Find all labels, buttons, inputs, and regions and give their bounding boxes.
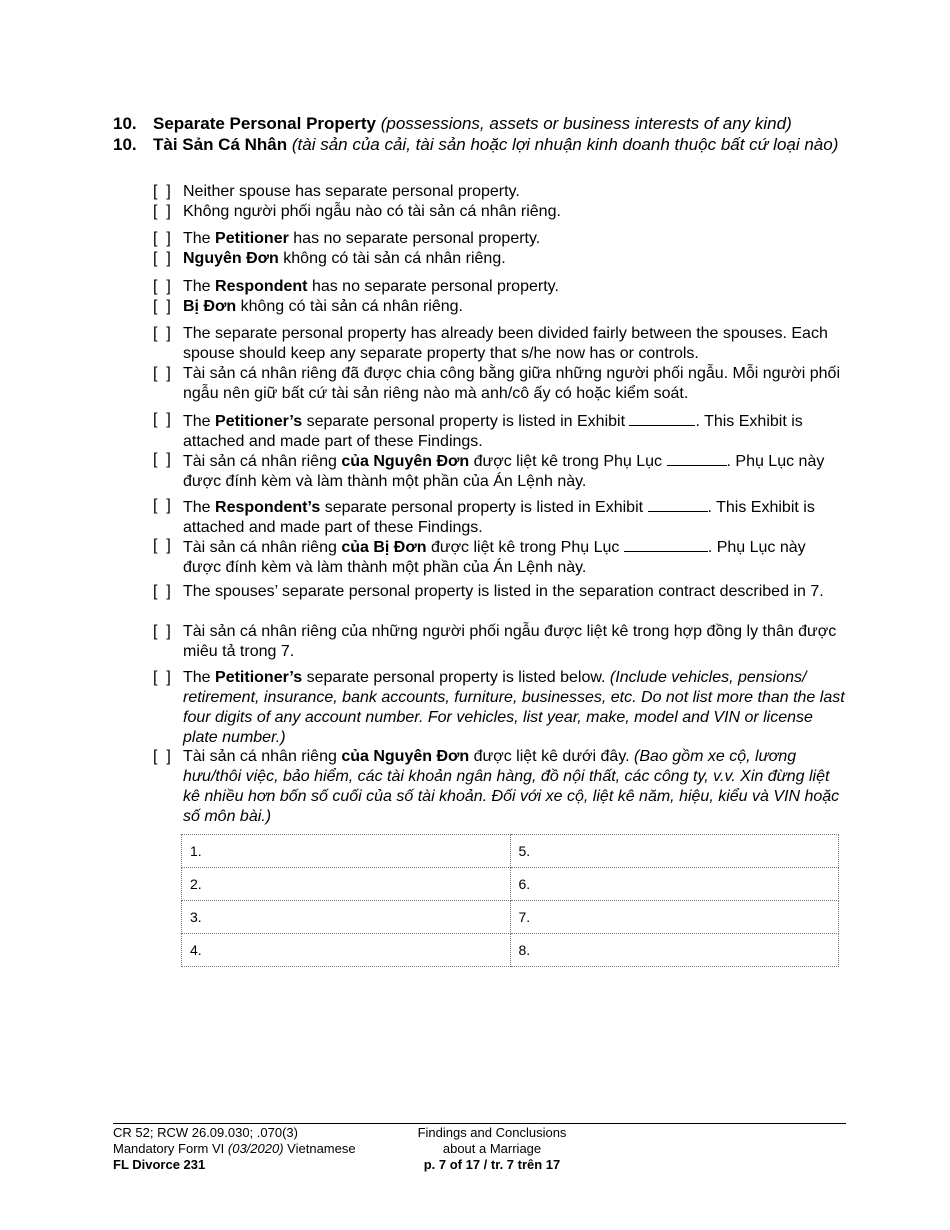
section-title-en: Separate Personal Property	[153, 114, 376, 133]
text-bold: p. 7 of 17 / tr. 7 trên 17	[423, 1157, 561, 1172]
table-cell[interactable]: 1.	[182, 835, 511, 868]
footer-doc-subtitle: about a Marriage	[442, 1141, 542, 1156]
text-bold: Bị Đơn	[183, 298, 237, 315]
text: không có tài sản cá nhân riêng.	[283, 250, 506, 267]
text-bold: Respondent	[215, 278, 308, 295]
checkbox[interactable]: [ ]	[153, 411, 171, 428]
text: được liệt kê dưới đây.	[473, 748, 630, 765]
footer-page-number	[392, 1157, 592, 1173]
text: has no separate personal property.	[311, 278, 559, 295]
option-text: Tài sản cá nhân riêng của những người phối ngẫu được liệt kê trong hợp đồng ly thân được miêu tả trong 7.	[183, 623, 837, 660]
checkbox[interactable]: [ ]	[153, 278, 171, 295]
table-cell[interactable]: 2.	[182, 868, 511, 901]
checkbox[interactable]: [ ]	[153, 537, 171, 554]
section-number-vi: 10.	[113, 135, 137, 154]
text-bold: của Nguyên Đơn	[341, 748, 470, 765]
section-subtitle-en: (possessions, assets or business interests of any kind)	[380, 114, 792, 133]
text: . This Exhibit is attached and made part of these Findings.	[183, 413, 803, 450]
footer-left	[113, 1125, 356, 1173]
text: Mandatory Form VI	[113, 1141, 225, 1156]
text: Tài sản cá nhân riêng	[183, 453, 337, 470]
text: The	[183, 669, 211, 686]
table-cell[interactable]: 5.	[510, 835, 839, 868]
text: The	[183, 413, 211, 430]
text: . Phụ Lục này được đính kèm và làm thành một phần của Án Lệnh này.	[183, 453, 825, 490]
text: separate personal property is listed in Exhibit	[324, 499, 644, 516]
text: separate personal property is listed in Exhibit	[306, 413, 626, 430]
checkbox[interactable]: [ ]	[153, 497, 171, 514]
text-bold: Petitioner’s	[215, 413, 303, 430]
footer-center	[392, 1125, 592, 1173]
text-bold: Petitioner’s	[215, 669, 303, 686]
option-text: Tài sản cá nhân riêng đã được chia công bằng giữa những người phối ngẫu. Mỗi người phối ngẫu nên giữ bất cứ tài sản riêng nào mà anh/cô ấy có hoặc kiểm soát.	[183, 365, 840, 402]
table-cell[interactable]: 7.	[510, 901, 839, 934]
table-row	[182, 934, 839, 967]
checkbox[interactable]: [ ]	[153, 669, 171, 686]
table-row	[182, 835, 839, 868]
checkbox[interactable]: [ ]	[153, 325, 171, 342]
text: Vietnamese	[287, 1141, 356, 1156]
table-cell[interactable]: 8.	[510, 934, 839, 967]
text: Tài sản cá nhân riêng	[183, 539, 337, 556]
checkbox[interactable]: [ ]	[153, 748, 171, 765]
checkbox[interactable]: [ ]	[153, 623, 171, 640]
footer-citation: CR 52; RCW 26.09.030; .070(3)	[113, 1125, 298, 1140]
text-italic: (Bao gồm xe cộ, lương hưu/thôi việc, bảo hiểm, các tài khoản ngân hàng, đồ nội thất, các công ty, v.v. Xin đừng liệt kê nhiều hơn bốn số cuối của số tài khoản. Đối với xe cộ, liệt kê năm, hiệu, kiểu và VIN hoặc số môn bài.)	[183, 748, 840, 825]
text: The	[183, 499, 211, 516]
table-row	[182, 868, 839, 901]
checkbox[interactable]: [ ]	[153, 298, 171, 315]
checkbox[interactable]: [ ]	[153, 365, 171, 382]
text-bold: Respondent’s	[215, 499, 321, 516]
option-text: Không người phối ngẫu nào có tài sản cá nhân riêng.	[183, 203, 561, 220]
section-number: 10.	[113, 114, 137, 133]
text: được liệt kê trong Phụ Lục	[430, 539, 620, 556]
table-row	[182, 901, 839, 934]
text: separate personal property is listed below.	[306, 669, 606, 686]
option-text: Neither spouse has separate personal property.	[183, 183, 520, 200]
checkbox[interactable]: [ ]	[153, 183, 171, 200]
exhibit-blank[interactable]	[667, 450, 727, 466]
text: Tài sản cá nhân riêng	[183, 748, 337, 765]
text-bold: FL Divorce 231	[113, 1157, 206, 1172]
text: has no separate personal property.	[293, 230, 541, 247]
section-subtitle-vi: (tài sản của cải, tài sản hoặc lợi nhuận kinh doanh thuộc bất cứ loại nào)	[291, 135, 839, 154]
checkbox[interactable]: [ ]	[153, 451, 171, 468]
footer-form-id	[113, 1157, 356, 1173]
option-text: The spouses’ separate personal property is listed in the separation contract described in 7.	[183, 583, 824, 600]
footer-form-info	[113, 1141, 356, 1157]
text: The	[183, 230, 211, 247]
table-cell[interactable]: 4.	[182, 934, 511, 967]
text-bold: của Bị Đơn	[341, 539, 427, 556]
exhibit-blank[interactable]	[629, 410, 695, 426]
exhibit-blank[interactable]	[648, 496, 708, 512]
text-italic: (03/2020)	[227, 1141, 284, 1156]
text: không có tài sản cá nhân riêng.	[240, 298, 463, 315]
text-italic: (Include vehicles, pensions/ retirement, insurance, bank accounts, furniture, businesses, etc. Do not list more than the last four digits of any account number. For vehicles, list year, make, model and VIN or license plate number.)	[183, 669, 845, 746]
text-bold: Petitioner	[215, 230, 289, 247]
checkbox[interactable]: [ ]	[153, 583, 171, 600]
table-cell[interactable]: 3.	[182, 901, 511, 934]
property-table	[181, 834, 839, 967]
checkbox[interactable]: [ ]	[153, 250, 171, 267]
table-cell[interactable]: 6.	[510, 868, 839, 901]
text: được liệt kê trong Phụ Lục	[473, 453, 663, 470]
footer-doc-title: Findings and Conclusions	[417, 1125, 567, 1140]
text: The	[183, 278, 211, 295]
exhibit-blank[interactable]	[624, 536, 708, 552]
text-bold: Nguyên Đơn	[183, 250, 279, 267]
option-text: The separate personal property has already been divided fairly between the spouses. Each spouse should keep any separate property that s/he now has or controls.	[183, 325, 828, 362]
text-bold: của Nguyên Đơn	[341, 453, 470, 470]
section-title-vi: Tài Sản Cá Nhân	[153, 135, 288, 154]
text: . Phụ Lục này được đính kèm và làm thành một phần của Án Lệnh này.	[183, 539, 806, 576]
checkbox[interactable]: [ ]	[153, 203, 171, 220]
footer-divider	[113, 1123, 846, 1124]
text: . This Exhibit is attached and made part of these Findings.	[183, 499, 815, 536]
checkbox[interactable]: [ ]	[153, 230, 171, 247]
